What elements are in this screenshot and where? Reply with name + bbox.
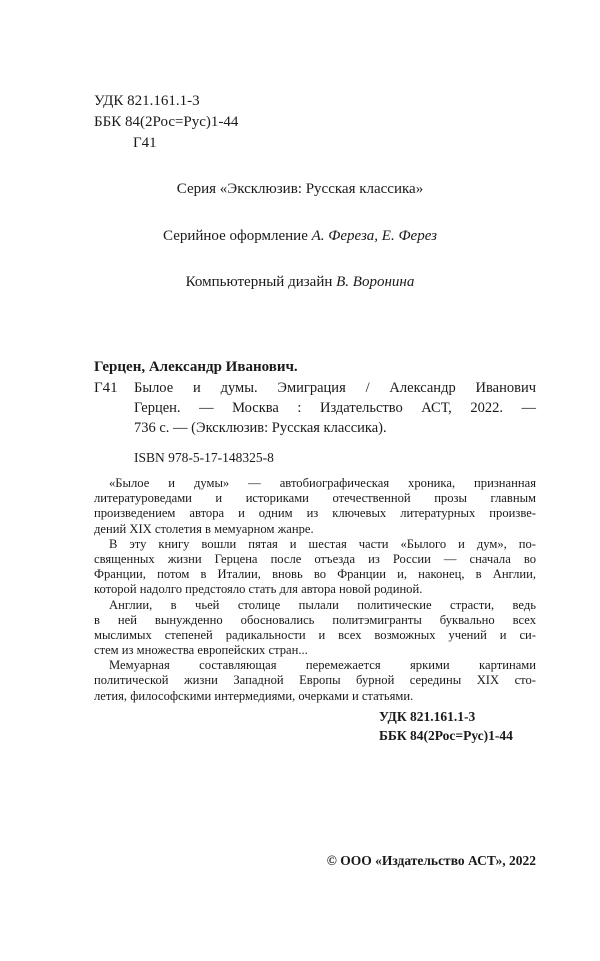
annotation-line: Англии, в чьей столице пылали политические страсти, ведь <box>109 597 536 612</box>
bib-author-heading: Герцен, Александр Иванович. <box>94 359 298 375</box>
annotation-line: В эту книгу вошли пятая и шестая части «Былого и дум», по- <box>109 536 536 551</box>
series-line: Серия «Эксклюзив: Русская классика» <box>176 181 424 197</box>
annotation-line: летия, философскими интермедиями, очерками и статьями. <box>94 688 414 703</box>
copyright-notice: © ООО «Издательство АСТ», 2022 <box>326 853 536 868</box>
annotation-line: дений XIX столетия в мемуарном жанре. <box>94 521 314 536</box>
annotation-line: «Былое и думы» — автобиографическая хроника, признанная <box>109 476 536 490</box>
annotation-line: Мемуарная составляющая перемежается яркими картинами <box>109 658 536 673</box>
computer-design-names: В. Воронина <box>336 274 415 290</box>
bib-description <box>134 380 536 440</box>
annotation-line: в ней вынужденно обосновались политэмигранты буквально всех <box>94 612 536 627</box>
annotation-line: мыслимых степеней радикальности и всех возможных учений и си- <box>94 627 536 642</box>
design-prefix: Серийное оформление <box>163 228 308 244</box>
annotation-line: произведением автора и одним из ключевых литературных произве- <box>94 506 536 521</box>
isbn: ISBN 978-5-17-148325-8 <box>134 450 274 465</box>
annotation-line: стем из множества европейских стран... <box>94 643 308 658</box>
annotation <box>94 476 536 704</box>
design-names: А. Фереза, Е. Ферез <box>311 228 437 244</box>
udk-top: УДК 821.161.1-3 <box>94 93 200 109</box>
annotation-line: политической жизни Западной Европы бурной середины XIX сто- <box>94 673 536 688</box>
bbk-bottom: ББК 84(2Рос=Рус)1-44 <box>379 728 513 743</box>
design-credit <box>0 228 600 245</box>
computer-design-credit <box>0 274 600 291</box>
annotation-line: священных жизни Герцена после отъезда из России — сначала во <box>94 551 536 566</box>
bib-line-3: 736 с. — (Эксклюзив: Русская классика). <box>134 420 387 436</box>
annotation-line: которой надолго предстояло стать для автора новой родиной. <box>94 582 423 597</box>
bib-line-2: Герцен. — Москва : Издательство АСТ, 2022. — <box>134 400 536 416</box>
bbk-top: ББК 84(2Рос=Рус)1-44 <box>94 114 239 130</box>
udk-bottom: УДК 821.161.1-3 <box>379 709 476 724</box>
annotation-line: Франции, потом в Италии, вновь во Франции и, наконец, в Англии, <box>94 567 536 582</box>
computer-design-prefix: Компьютерный дизайн <box>185 274 333 290</box>
annotation-line: литературоведами и историками отечественной прозы главным <box>94 491 536 506</box>
bib-mark: Г41 <box>94 380 118 396</box>
author-mark-top: Г41 <box>133 135 157 151</box>
bib-line-1: Былое и думы. Эмиграция / Александр Иванович <box>134 380 536 396</box>
